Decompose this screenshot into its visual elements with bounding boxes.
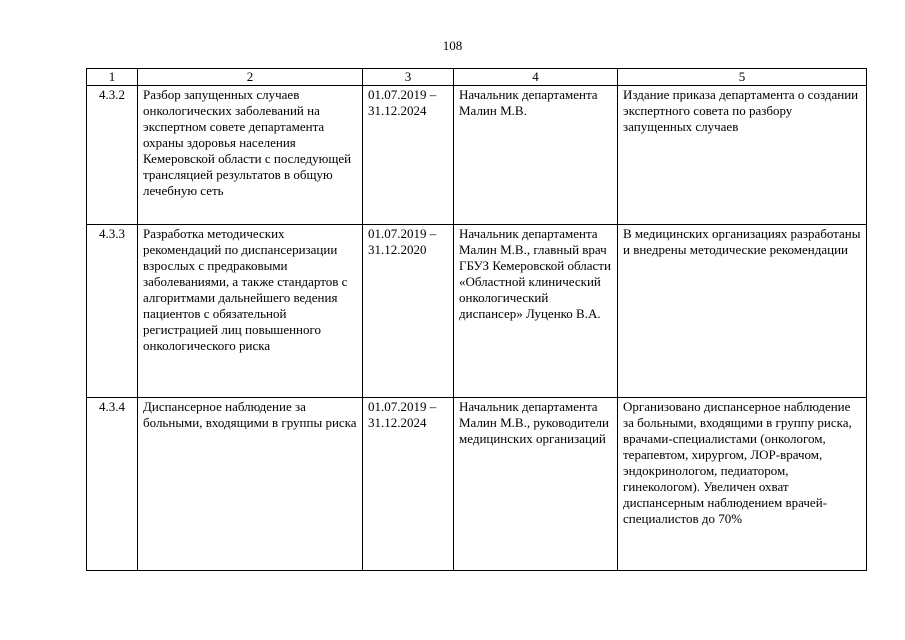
- row-responsible: Начальник департамента Малин М.В.: [454, 86, 618, 225]
- row-period: 01.07.2019 – 31.12.2024: [363, 86, 454, 225]
- header-col-4: 4: [454, 69, 618, 86]
- row-measure: Диспансерное наблюдение за больными, входящими в группы риска: [138, 398, 363, 571]
- row-id: 4.3.3: [87, 225, 138, 398]
- row-id: 4.3.4: [87, 398, 138, 571]
- row-result: Издание приказа департамента о создании экспертного совета по разбору запущенных случаев: [618, 86, 867, 225]
- measures-table: [86, 68, 867, 571]
- row-result: В медицинских организациях разработаны и внедрены методические рекомендации: [618, 225, 867, 398]
- table-row: [87, 225, 867, 398]
- row-responsible: Начальник департамента Малин М.В., главный врач ГБУЗ Кемеровской области «Областной клинический онкологический диспансер» Луценко В.А.: [454, 225, 618, 398]
- table-row: [87, 398, 867, 571]
- row-responsible: Начальник департамента Малин М.В., руководители медицинских организаций: [454, 398, 618, 571]
- row-id: 4.3.2: [87, 86, 138, 225]
- row-period: 01.07.2019 – 31.12.2024: [363, 398, 454, 571]
- page-number: 108: [442, 38, 463, 53]
- row-period: 01.07.2019 – 31.12.2020: [363, 225, 454, 398]
- header-col-2: 2: [138, 69, 363, 86]
- table-row: [87, 86, 867, 225]
- row-measure: Разработка методических рекомендаций по диспансеризации взрослых с предраковыми заболеваниями, а также стандартов с алгоритмами дальнейшего ведения пациентов с обязательной регистрацией лиц повышенного онкологического риска: [138, 225, 363, 398]
- header-col-1: 1: [87, 69, 138, 86]
- header-col-5: 5: [618, 69, 867, 86]
- row-measure: Разбор запущенных случаев онкологических заболеваний на экспертном совете департамента охраны здоровья населения Кемеровской области с последующей трансляцией результатов в общую лечебную сеть: [138, 86, 363, 225]
- row-result: Организовано диспансерное наблюдение за больными, входящими в группу риска, врачами-специалистами (онкологом, терапевтом, хирургом, ЛОР-врачом, эндокринологом, педиатором, гинекологом). Увеличен охват диспансерным наблюдением врачей-специалистов до 70%: [618, 398, 867, 571]
- header-col-3: 3: [363, 69, 454, 86]
- table-header-row: [87, 69, 867, 86]
